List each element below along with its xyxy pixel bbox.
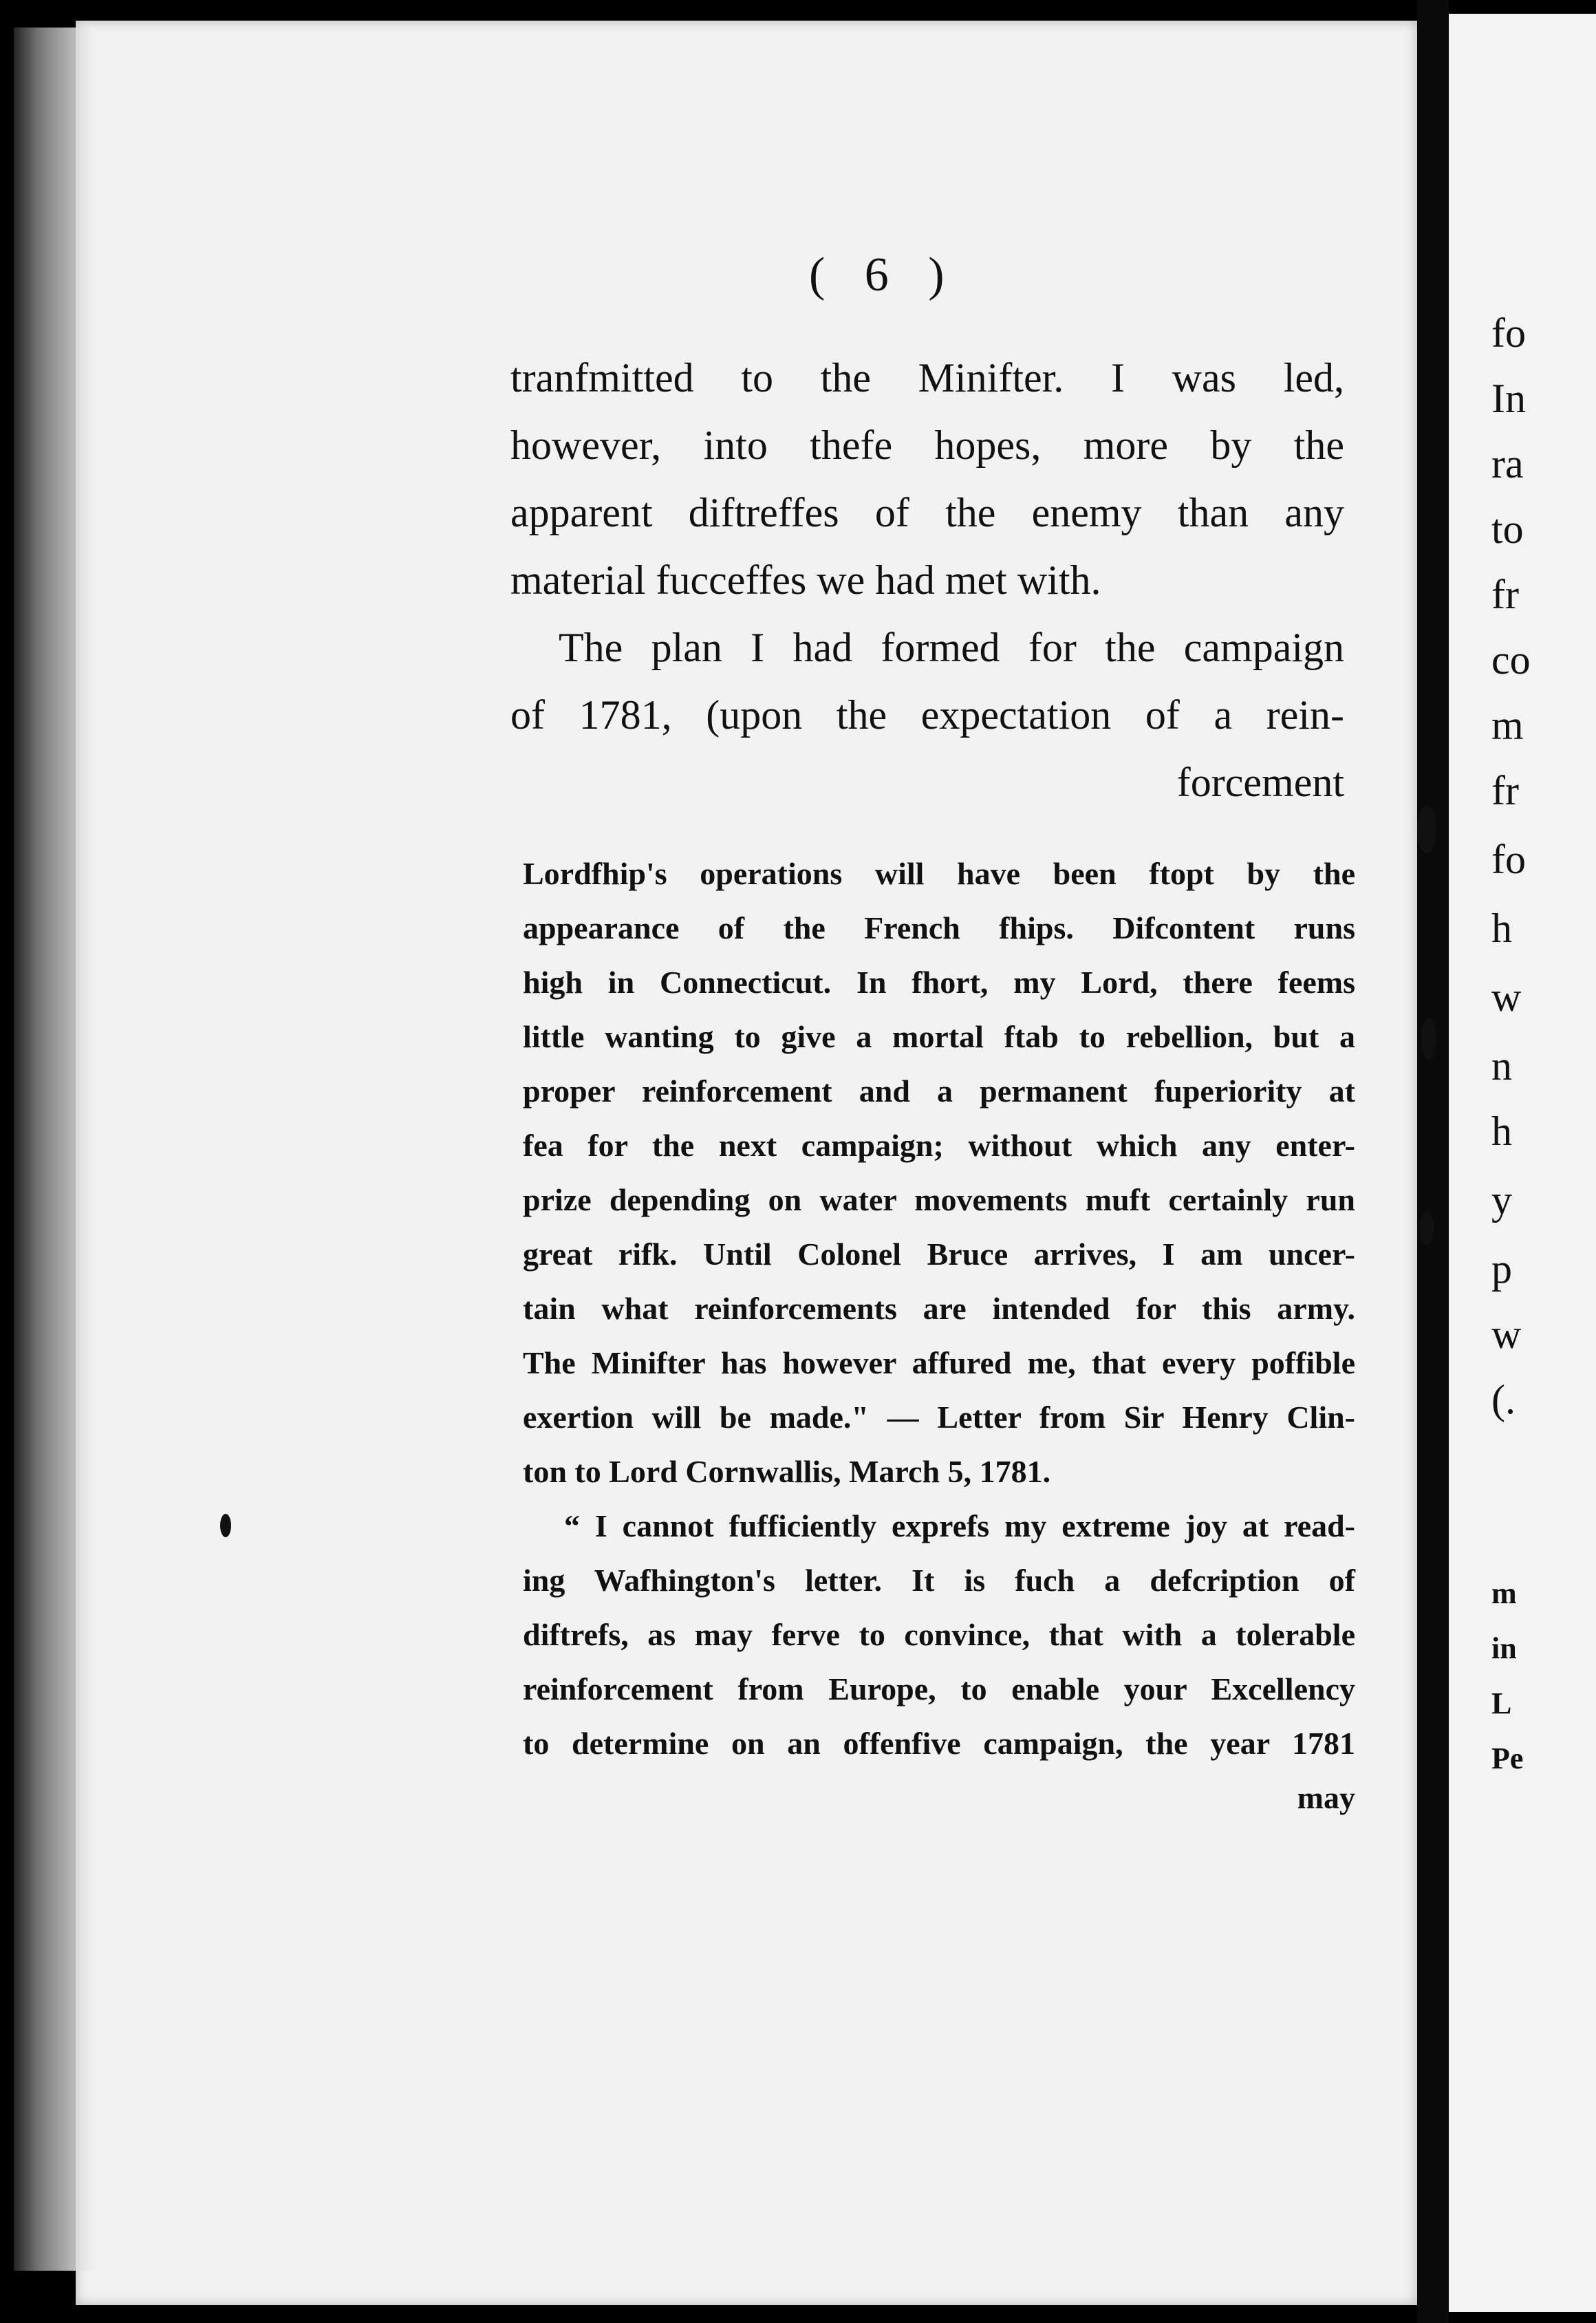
facing-fragment: In [1491,376,1526,421]
book-page-right [1449,14,1596,2312]
footnote-line: tain what reinforcements are intended for this army. [523,1291,1355,1326]
footnote-line: ton to Lord Cornwallis, March 5, 1781. [523,1454,1051,1489]
main-line: apparent diftreffes of the enemy than any [510,490,1344,535]
facing-fragment: fr [1491,572,1519,617]
footnote-line: little wanting to give a mortal ftab to rebellion, but a [523,1019,1355,1054]
footnote-catchword: may [1297,1780,1355,1815]
footnote-line: to determine on an offenfive campaign, the year 1781 [523,1726,1355,1761]
facing-fragment: w [1491,974,1522,1020]
facing-note-fragment: L [1491,1687,1512,1720]
main-line: tranfmitted to the Minifter. I was led, [510,355,1344,400]
footnote-line: appearance of the French fhips. Difcontent runs [523,910,1355,945]
facing-fragment: n [1491,1043,1512,1089]
ink-blot [1421,1018,1436,1060]
book-gutter [1417,0,1449,2323]
footnote-line: reinforcement from Europe, to enable your Excellency [523,1671,1355,1706]
main-line: of 1781, (upon the expectation of a rein- [510,692,1344,738]
facing-fragment: m [1491,703,1524,748]
facing-note-fragment: m [1491,1576,1517,1610]
facing-fragment: (. [1491,1377,1516,1422]
main-line: however, into thefe hopes, more by the [510,422,1344,468]
page-number: ( 6 ) [809,248,958,301]
footnote-line: “ I cannot fufficiently exprefs my extreme joy at read- [564,1508,1355,1543]
footnote-line: ing Wafhington's letter. It is fuch a defcription of [523,1563,1355,1598]
facing-fragment: h [1491,1109,1512,1154]
footnote-line: fea for the next campaign; without which any enter- [523,1128,1355,1163]
facing-fragment: fo [1491,837,1526,882]
facing-fragment: ra [1491,441,1524,486]
facing-fragment: w [1491,1312,1522,1357]
facing-fragment: fo [1491,310,1526,356]
ink-blot [1420,1211,1434,1245]
facing-fragment: to [1491,506,1524,552]
facing-fragment: p [1491,1246,1512,1292]
footnote-line: The Minifter has however affured me, that every poffible [523,1345,1355,1380]
facing-note-fragment: Pe [1491,1742,1524,1775]
facing-fragment: fr [1491,768,1519,813]
facing-fragment: co [1491,637,1531,683]
facing-fragment: y [1491,1177,1512,1223]
footnote-line: high in Connecticut. In fhort, my Lord, there feems [523,965,1355,1000]
main-body-text [510,344,1344,816]
ink-speck [220,1514,231,1537]
facing-note-fragment: in [1491,1631,1517,1665]
ink-blot [1417,805,1436,853]
facing-fragment: h [1491,906,1512,951]
page-edge-shadow [14,28,96,2271]
footnote-line: Lordfhip's operations will have been ftopt by the [523,856,1355,891]
footnote-text [523,846,1355,1825]
footnote-line: proper reinforcement and a permanent fuperiority at [523,1073,1355,1109]
main-line: material fucceffes we had met with. [510,557,1101,603]
footnote-line: diftrefs, as may ferve to convince, that with a tolerable [523,1617,1355,1652]
main-line: The plan I had formed for the campaign [559,625,1344,670]
footnote-line: prize depending on water movements muft certainly run [523,1182,1355,1217]
catchword: forcement [1176,760,1344,805]
footnote-line: exertion will be made." — Letter from Sir Henry Clin- [523,1400,1355,1435]
footnote-line: great rifk. Until Colonel Bruce arrives, I am uncer- [523,1237,1355,1272]
